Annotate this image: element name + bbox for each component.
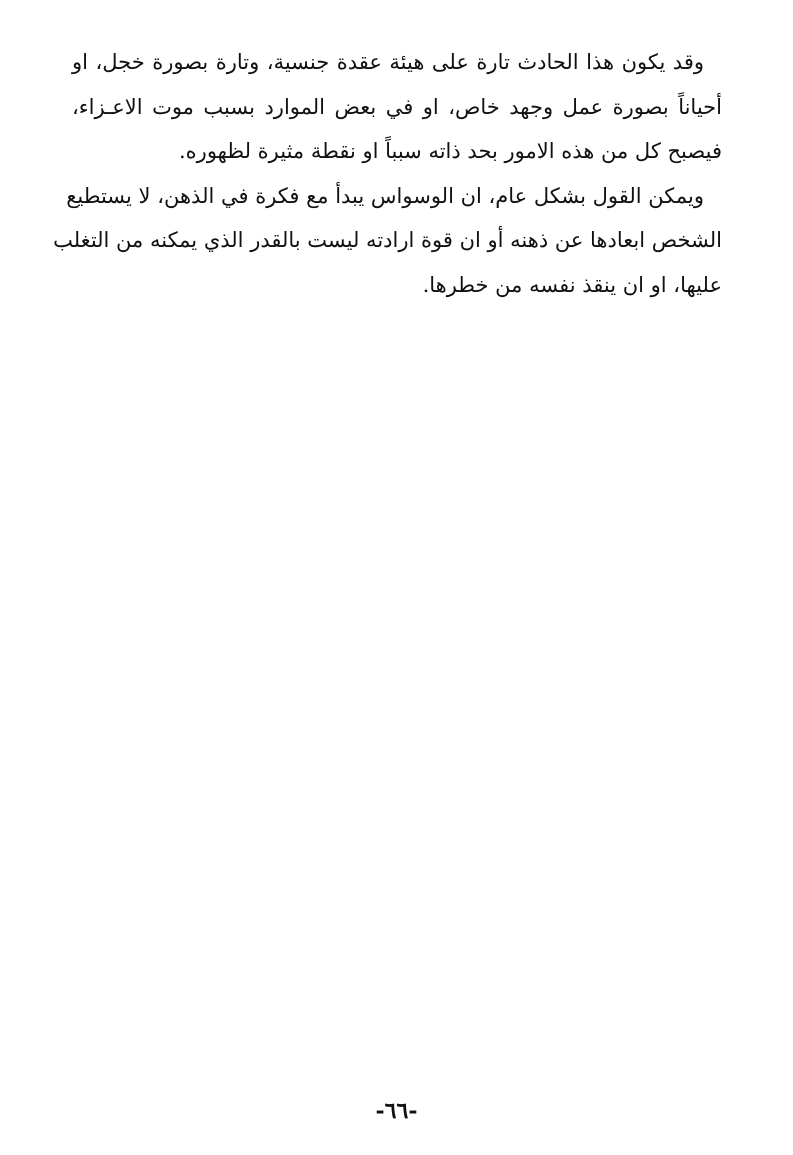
text-line: ويمكن القول بشكل عام، ان الوسواس يبدأ مع فكرة في الذهن، لا يستطيع bbox=[66, 183, 704, 208]
body-text bbox=[53, 40, 722, 307]
text-line: الشخص ابعادها عن ذهنه أو ان قوة ارادته ليست بالقدر الذي يمكنه من التغلب bbox=[53, 228, 722, 252]
text-line: أحياناً بصورة عمل وجهد خاص، او في بعض الموارد بسبب موت الاعـزاء، bbox=[72, 94, 722, 119]
paragraph-1 bbox=[72, 40, 722, 174]
text-line: وقد يكون هذا الحادث تارة على هيئة عقدة جنسية، وتارة بصورة خجل، او bbox=[72, 50, 704, 74]
text-line: فيصبح كل من هذه الامور بحد ذاته سبباً او نقطة مثيرة لظهوره. bbox=[179, 139, 722, 163]
text-line: عليها، او ان ينقذ نفسه من خطرها. bbox=[422, 272, 722, 297]
paragraph-2 bbox=[53, 174, 722, 308]
page-number: -٦٦- bbox=[375, 1098, 418, 1124]
